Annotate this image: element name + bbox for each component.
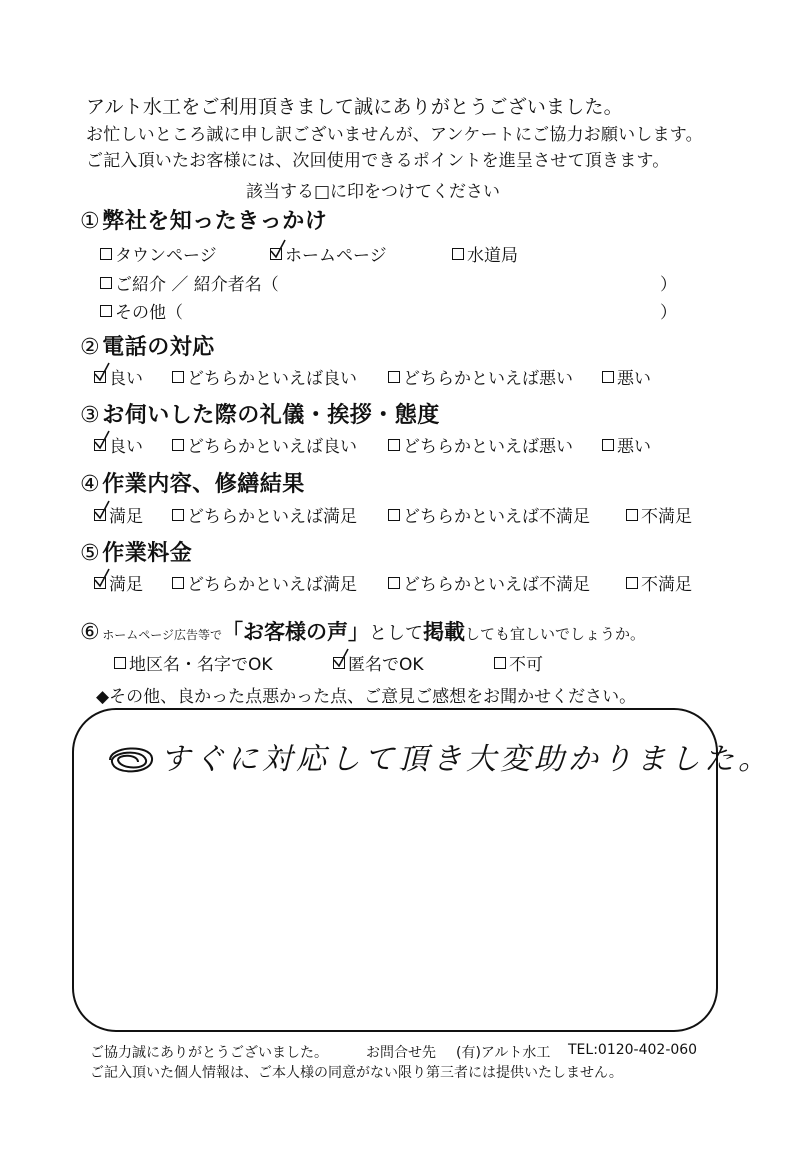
q1-option-other[interactable]: その他（ xyxy=(100,298,183,323)
q4-option-satisfied[interactable]: 満足 xyxy=(94,502,143,527)
checkbox[interactable] xyxy=(172,509,184,521)
checkbox[interactable] xyxy=(494,657,506,669)
q1-option-townpage[interactable]: タウンページ xyxy=(100,241,217,266)
q5-number: ⑤ xyxy=(80,541,101,566)
check-mark-icon xyxy=(92,500,112,522)
footer-tel: TEL:0120-402-060 xyxy=(568,1042,698,1058)
q5-opt0-wrap xyxy=(94,570,143,595)
q5-option-dissatisfied[interactable]: 不満足 xyxy=(626,570,692,595)
q4-option-somewhat-satisfied[interactable]: どちらかといえば満足 xyxy=(172,502,357,527)
q2-number: ② xyxy=(80,335,101,360)
checkbox[interactable] xyxy=(100,305,112,317)
checkbox-checked[interactable] xyxy=(94,509,106,521)
footer-thanks: ご協力誠にありがとうございました。 xyxy=(90,1045,328,1061)
q3-opt0-wrap xyxy=(94,432,143,457)
q2-opt1-wrap xyxy=(172,364,357,389)
q3-opt3-wrap xyxy=(602,432,651,457)
q6-option-anonymous-ok[interactable]: 匿名でOK xyxy=(333,650,424,675)
q3-number: ③ xyxy=(80,403,101,428)
q1-title xyxy=(80,204,327,235)
q5-option-somewhat-dissatisfied[interactable]: どちらかといえば不満足 xyxy=(388,570,590,595)
checkbox[interactable] xyxy=(100,248,112,260)
q1-other-wrap xyxy=(100,298,183,323)
checkbox-checked[interactable] xyxy=(270,248,282,260)
q3-option-bad[interactable]: 悪い xyxy=(602,432,651,457)
q5-opt2-wrap xyxy=(388,570,590,595)
q3-option-good[interactable]: 良い xyxy=(94,432,143,457)
comment-lead: ◆その他、良かった点悪かった点、ご意見ご感想をお聞かせください。 xyxy=(96,687,637,707)
q2-option-somewhat-bad[interactable]: どちらかといえば悪い xyxy=(388,364,573,389)
checkbox[interactable] xyxy=(602,439,614,451)
q3-opt2-wrap xyxy=(388,432,573,457)
instruction: 該当する□に印をつけてください xyxy=(246,182,501,202)
q6-option-name-ok[interactable]: 地区名・名字でOK xyxy=(114,650,273,675)
q5-title xyxy=(80,536,192,567)
q4-option-dissatisfied[interactable]: 不満足 xyxy=(626,502,692,527)
check-mark-icon xyxy=(92,568,112,590)
q5-title-text: 作業料金 xyxy=(102,541,193,566)
q3-title xyxy=(80,398,440,429)
q6-opt2-wrap xyxy=(494,650,543,675)
q1-option-homepage-wrap xyxy=(270,241,387,266)
q5-option-satisfied[interactable]: 満足 xyxy=(94,570,143,595)
checkbox[interactable] xyxy=(602,371,614,383)
q6-title xyxy=(80,616,645,646)
intro-line-3: ご記入頂いたお客様には、次回使用できるポイントを進呈させて頂きます。 xyxy=(86,151,670,171)
q4-opt3-wrap xyxy=(626,502,692,527)
q6-quote: 「お客様の声」 xyxy=(222,620,369,644)
q1-option-suidokyoku[interactable]: 水道局 xyxy=(452,241,518,266)
q2-option-good[interactable]: 良い xyxy=(94,364,143,389)
q4-option-somewhat-dissatisfied[interactable]: どちらかといえば不満足 xyxy=(388,502,590,527)
checkbox-checked[interactable] xyxy=(333,657,345,669)
q1-title-text: 弊社を知ったきっかけ xyxy=(102,209,328,234)
q1-number: ① xyxy=(80,209,101,234)
checkbox[interactable] xyxy=(388,509,400,521)
q3-opt1-wrap xyxy=(172,432,357,457)
footer-company: (有)アルト水工 xyxy=(456,1045,551,1061)
q5-opt1-wrap xyxy=(172,570,357,595)
checkbox[interactable] xyxy=(388,439,400,451)
q6-option-not-allowed[interactable]: 不可 xyxy=(494,650,543,675)
q1-option-homepage[interactable]: ホームページ xyxy=(270,241,387,266)
q4-opt1-wrap xyxy=(172,502,357,527)
q2-opt3-wrap xyxy=(602,364,651,389)
q4-title-text: 作業内容、修繕結果 xyxy=(102,472,305,497)
q5-opt3-wrap xyxy=(626,570,692,595)
checkbox[interactable] xyxy=(626,577,638,589)
checkbox[interactable] xyxy=(100,277,112,289)
intro-line-2: お忙しいところ誠に申し訳ございませんが、アンケートにご協力お願いします。 xyxy=(86,125,703,145)
q1-option-suidokyoku-wrap xyxy=(452,241,518,266)
q4-title xyxy=(80,467,305,498)
check-mark-icon xyxy=(331,648,351,670)
q2-opt2-wrap xyxy=(388,364,573,389)
q4-number: ④ xyxy=(80,472,101,497)
q1-other-close-paren: ） xyxy=(660,303,677,323)
q2-title-text: 電話の対応 xyxy=(102,335,215,360)
checkbox[interactable] xyxy=(388,371,400,383)
q5-option-somewhat-satisfied[interactable]: どちらかといえば満足 xyxy=(172,570,357,595)
q6-toshite: として xyxy=(369,623,423,644)
q2-option-somewhat-good[interactable]: どちらかといえば良い xyxy=(172,364,357,389)
q6-opt1-wrap xyxy=(333,650,424,675)
q1-referral-close-paren: ） xyxy=(660,275,677,295)
footer-privacy: ご記入頂いた個人情報は、ご本人様の同意がない限り第三者には提供いたしません。 xyxy=(90,1065,623,1081)
check-mark-icon xyxy=(92,430,112,452)
q1-option-referral[interactable]: ご紹介 ／ 紹介者名（ xyxy=(100,270,279,295)
q6-suffix: しても宜しいでしょうか。 xyxy=(465,625,646,643)
checkbox[interactable] xyxy=(172,371,184,383)
checkbox[interactable] xyxy=(452,248,464,260)
check-mark-icon xyxy=(92,362,112,384)
q3-option-somewhat-good[interactable]: どちらかといえば良い xyxy=(172,432,357,457)
q1-options-row xyxy=(100,241,217,266)
q6-number: ⑥ xyxy=(80,620,101,645)
q1-referral-wrap xyxy=(100,270,279,295)
q2-title xyxy=(80,330,215,361)
checkbox[interactable] xyxy=(172,577,184,589)
q3-title-text: お伺いした際の礼儀・挨拶・態度 xyxy=(102,403,440,428)
checkbox[interactable] xyxy=(626,509,638,521)
q6-opt0-wrap xyxy=(114,650,273,675)
checkbox-checked[interactable] xyxy=(94,371,106,383)
scribble-icon xyxy=(104,740,158,780)
intro-line-1: アルト水工をご利用頂きまして誠にありがとうございました。 xyxy=(86,96,623,118)
checkbox-checked[interactable] xyxy=(94,439,106,451)
q4-opt2-wrap xyxy=(388,502,590,527)
checkbox[interactable] xyxy=(388,577,400,589)
checkbox[interactable] xyxy=(114,657,126,669)
q6-keisai: 掲載 xyxy=(423,620,465,644)
handwritten-comment: すぐに対応して頂き大変助かりました。 xyxy=(160,742,772,777)
check-mark-icon xyxy=(268,239,288,261)
q6-prefix: ホームページ広告等で xyxy=(102,628,222,642)
q4-opt0-wrap xyxy=(94,502,143,527)
footer-contact-label: お問合せ先 xyxy=(366,1045,436,1061)
q2-opt0-wrap xyxy=(94,364,143,389)
q3-option-somewhat-bad[interactable]: どちらかといえば悪い xyxy=(388,432,573,457)
checkbox[interactable] xyxy=(172,439,184,451)
q2-option-bad[interactable]: 悪い xyxy=(602,364,651,389)
checkbox-checked[interactable] xyxy=(94,577,106,589)
